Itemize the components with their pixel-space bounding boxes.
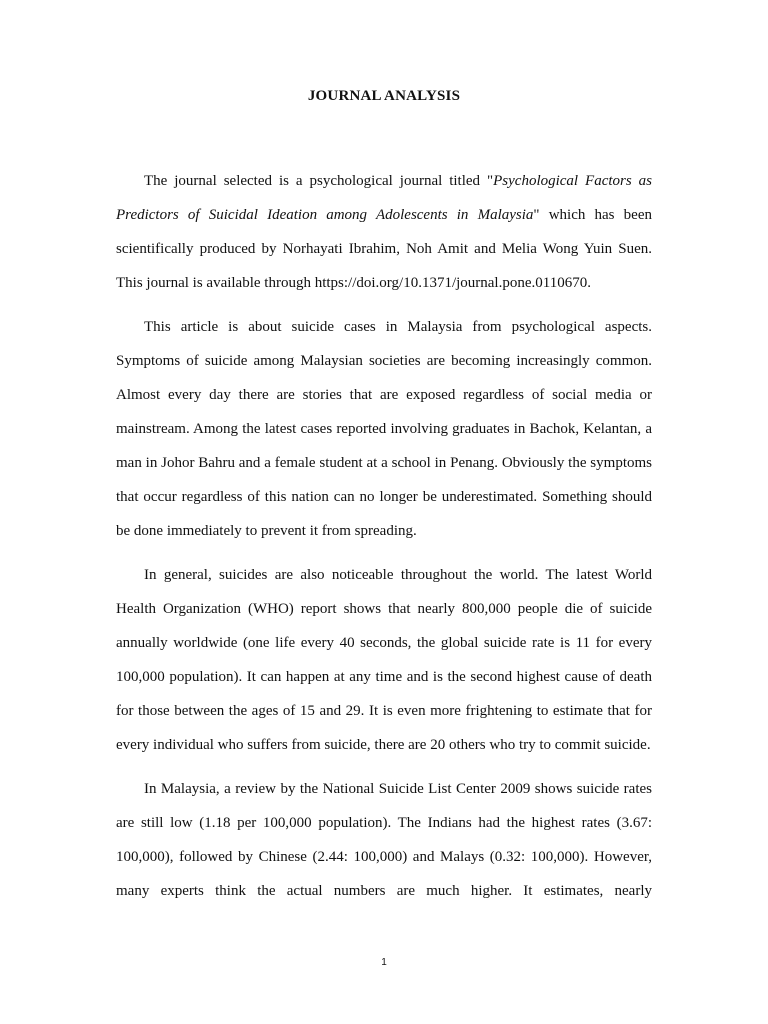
paragraph-text: The journal selected is a psychological journal titled " (144, 173, 494, 189)
paragraph-article-about: This article is about suicide cases in Malaysia from psychological aspects. Symptoms of suicide among Malaysian societies are becoming increasingly common. Almost every day there are stories that are exposed regardless of social media or mainstream. Among the latest cases reported involving graduates in Bachok, Kelantan, a man in Johor Bahru and a female student at a school in Penang. Obviously the symptoms that occur regardless of this nation can no longer be underestimated. Something should be done immediately to prevent it from spreading. (116, 319, 652, 539)
paragraph-text: " which has been scientifically produced by Norhayati Ibrahim, Noh Amit and Melia Wong Yuin Suen. This journal is available through https://doi.org/10.1371/journal.pone.0110670. (116, 207, 652, 291)
page-number: 1 (381, 957, 387, 968)
paragraph-malaysia-review: In Malaysia, a review by the National Suicide List Center 2009 shows suicide rates are still low (1.18 per 100,000 population). The Indians had the highest rates (3.67: 100,000), followed by Chinese (2.44: 100,000) and Malays (0.32: 100,000). However, many experts think the actual numbers are much higher. It estimates, nearly (116, 781, 652, 899)
document-body (116, 164, 652, 908)
paragraph-world-suicides: In general, suicides are also noticeable throughout the world. The latest World Health Organization (WHO) report shows that nearly 800,000 people die of suicide annually worldwide (one life every 40 seconds, the global suicide rate is 11 for every 100,000 population). It can happen at any time and is the second highest cause of death for those between the ages of 15 and 29. It is even more frightening to estimate that for every individual who suffers from suicide, there are 20 others who try to commit suicide. (116, 567, 652, 753)
paragraph-journal-selection (116, 164, 652, 300)
journal-title-italic: Psychological Factors as Predictors of Suicidal Ideation among Adolescents in Malaysia (116, 173, 652, 223)
page-title: JOURNAL ANALYSIS (307, 88, 461, 104)
